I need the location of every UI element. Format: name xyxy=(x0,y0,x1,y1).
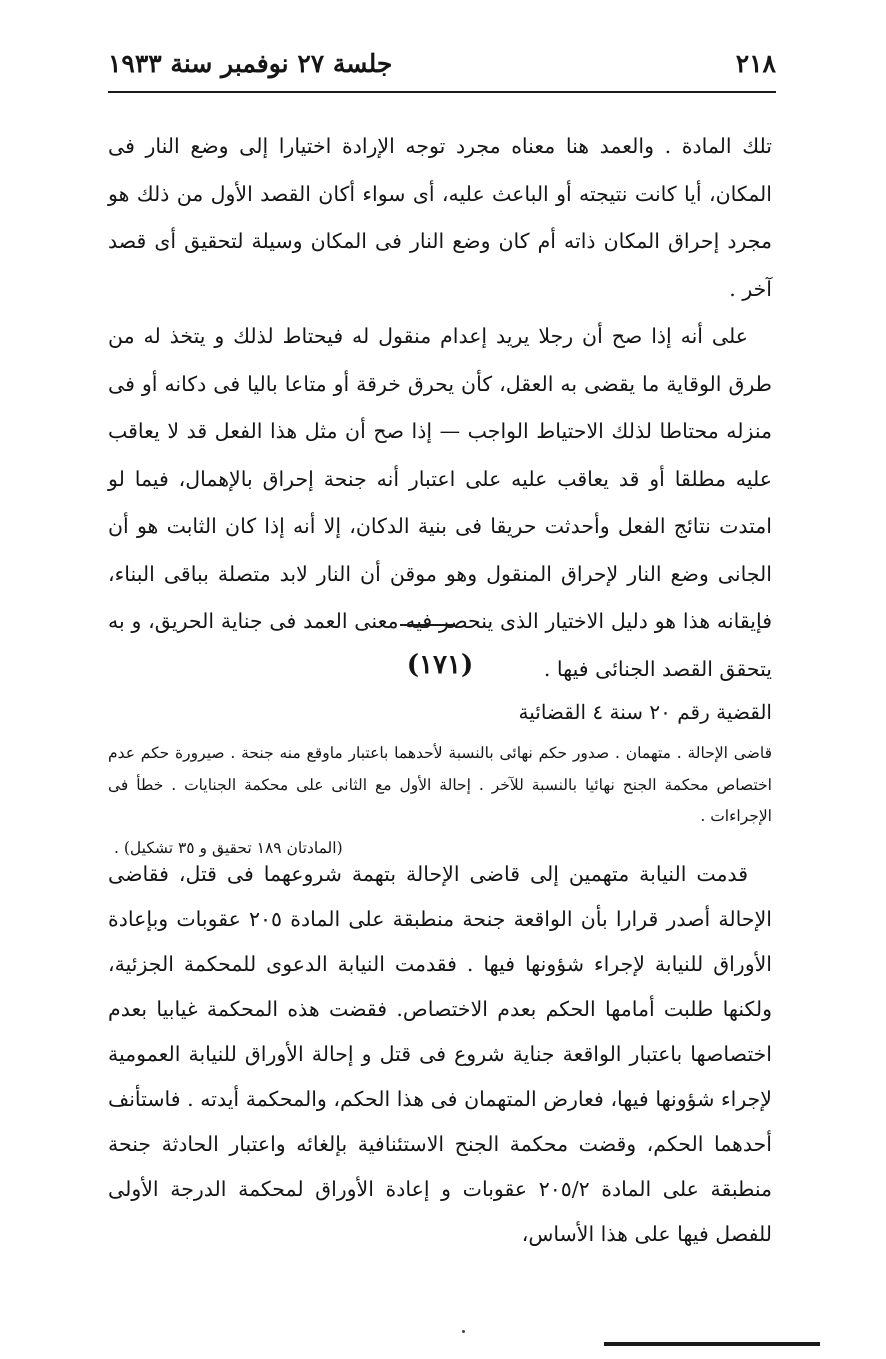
headnote-articles: (المادتان ١٨٩ تحقيق و ٣٥ تشكيل) . xyxy=(114,838,343,857)
case-body xyxy=(108,852,772,1257)
session-title: جلسة ٢٧ نوفمبر سنة ١٩٣٣ xyxy=(108,48,393,78)
footer-rule xyxy=(604,1342,820,1346)
body-text xyxy=(108,123,772,693)
headnote xyxy=(108,738,772,864)
case-reference: القضية رقم ٢٠ سنة ٤ القضائية xyxy=(518,700,772,724)
paragraph: تلك المادة . والعمد هنا معناه مجرد توجه الإرادة اختيارا إلى وضع النار فى المكان، أيا كانت نتيجته أو الباعث عليه، أى سواء أكان القصد الأول من ذلك هو مجرد إحراق المكان ذاته أم كان وضع النار فى المكان وسيلة لتحقيق أى قصد آخر . xyxy=(108,134,772,301)
header-rule xyxy=(108,91,776,93)
paragraph: قدمت النيابة متهمين إلى قاضى الإحالة بتهمة شروعهما فى قتل، فقاضى الإحالة أصدر قرارا بأن الواقعة جنحة منطبقة على المادة ٢٠٥ عقوبات وبإعادة الأوراق للنيابة لإجراء شؤونها فيها . فقدمت النيابة الدعوى للمحكمة الجزئية، ولكنها طلبت أمامها الحكم بعدم الاختصاص. فقضت هذه المحكمة غيابيا بعدم اختصاصها باعتبار الواقعة جناية شروع فى قتل و إحالة الأوراق للنيابة العمومية لإجراء شؤونها فيها، فعارض المتهمان فى هذا الحكم، والمحكمة أيدته . فاستأنف أحدهما الحكم، وقضت محكمة الجنح الاستئنافية بإلغائه واعتبار الحادثة جنحة منطبقة على المادة ٢٠٥/٢ عقوبات و إعادة الأوراق لمحكمة الدرجة الأولى للفصل فيها على هذا الأساس، xyxy=(108,862,772,1246)
section-divider xyxy=(400,624,454,626)
running-header xyxy=(108,38,776,88)
page-number: ٢١٨ xyxy=(735,48,776,78)
case-number: (١٧١) xyxy=(406,650,474,680)
paragraph: على أنه إذا صح أن رجلا يريد إعدام منقول له فيحتاط لذلك و يتخذ له من طرق الوقاية ما يقضى به العقل، كأن يحرق خرقة أو متاعا باليا فى دكانه أو فى منزله محتاطا لذلك الاحتياط الواجب — إذا صح أن مثل هذا الفعل قد لا يعاقب عليه مطلقا أو قد يعاقب عليه على اعتبار أنه جنحة إحراق بالإهمال، فيما لو امتدت نتائج الفعل وأحدثت حريقا فى بنية الدكان، إلا أنه إذا كان الثابت هو أن الجانى وضع النار لإحراق المنقول وهو موقن أن النار لابد متصلة بباقى البناء، فإيقانه هذا هو دليل الاختيار الذى ينحصر فيه معنى العمد فى جناية الحريق، و به يتحقق القصد الجنائى فيها . xyxy=(108,324,772,681)
headnote-text: قاضى الإحالة . متهمان . صدور حكم نهائى بالنسبة لأحدهما باعتبار ماوقع منه جنحة . صيرورة حكم عدم اختصاص محكمة الجنح نهائيا بالنسبة للآخر . إحالة الأول مع الثانى على محكمة الجنايات . خطأ فى الإجراءات . xyxy=(108,744,772,825)
print-speck xyxy=(462,1330,465,1333)
